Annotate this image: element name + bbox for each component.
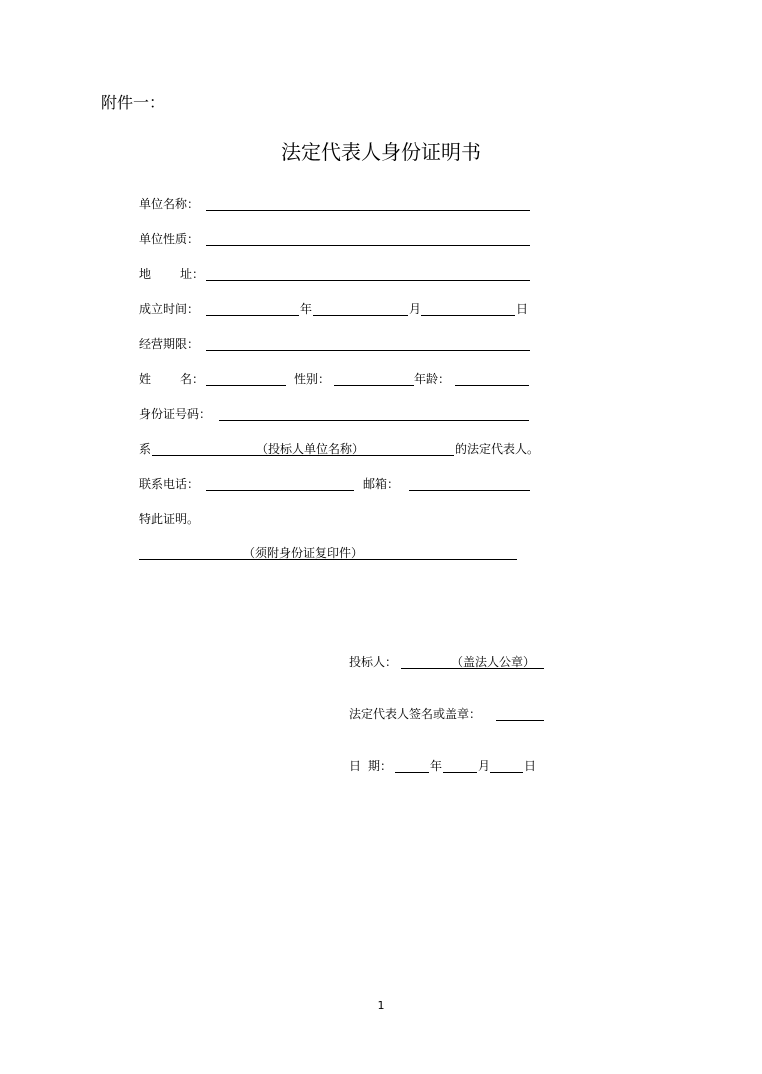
business-term-label: 经营期限： <box>139 337 200 351</box>
email-label: 邮箱： <box>363 477 400 491</box>
bidder-unit-name-hint: （投标人单位名称） <box>256 442 365 456</box>
established-month-line[interactable] <box>313 315 408 316</box>
bidder-label: 投标人： <box>349 655 398 669</box>
is-prefix: 系 <box>139 442 152 456</box>
email-line[interactable] <box>409 490 530 491</box>
phone-line[interactable] <box>206 490 354 491</box>
unit-name-line[interactable] <box>206 210 530 211</box>
unit-nature-label: 单位性质： <box>139 232 200 246</box>
established-label: 成立时间： <box>139 302 200 316</box>
gender-line[interactable] <box>334 385 414 386</box>
established-day-label: 日 <box>516 302 529 316</box>
hereby-certify: 特此证明。 <box>139 512 200 526</box>
age-line[interactable] <box>455 385 529 386</box>
legal-rep-suffix: 的法定代表人。 <box>455 442 540 456</box>
name-label-part1: 姓 <box>139 372 152 386</box>
document-title: 法定代表人身份证明书 <box>281 140 481 164</box>
address-label-part2: 址： <box>180 267 205 281</box>
established-day-line[interactable] <box>421 315 515 316</box>
id-copy-note: （须附身份证复印件） <box>243 546 364 560</box>
unit-name-label: 单位名称： <box>139 197 200 211</box>
unit-nature-line[interactable] <box>206 245 530 246</box>
date-month-label: 月 <box>478 759 491 773</box>
name-label-part2: 名： <box>180 372 205 386</box>
name-line[interactable] <box>206 385 286 386</box>
established-month-label: 月 <box>409 302 422 316</box>
page-number: 1 <box>377 999 385 1012</box>
legal-rep-sign-label: 法定代表人签名或盖章： <box>349 707 482 721</box>
bidder-seal-hint: （盖法人公章） <box>451 655 536 669</box>
phone-label: 联系电话： <box>139 477 200 491</box>
attachment-label: 附件一： <box>101 93 166 112</box>
established-year-label: 年 <box>300 302 313 316</box>
date-label-part2: 期： <box>368 759 393 773</box>
id-number-line[interactable] <box>219 420 529 421</box>
date-year-line[interactable] <box>395 772 429 773</box>
gender-label: 性别： <box>294 372 331 386</box>
legal-rep-sign-line[interactable] <box>496 720 544 721</box>
date-day-line[interactable] <box>490 772 523 773</box>
date-day-label: 日 <box>524 759 537 773</box>
id-number-label: 身份证号码： <box>139 407 212 421</box>
address-label-part1: 地 <box>139 267 152 281</box>
age-label: 年龄： <box>414 372 451 386</box>
established-year-line[interactable] <box>206 315 299 316</box>
date-year-label: 年 <box>430 759 443 773</box>
date-month-line[interactable] <box>443 772 477 773</box>
business-term-line[interactable] <box>206 350 530 351</box>
date-label-part1: 日 <box>349 759 362 773</box>
address-line[interactable] <box>206 280 530 281</box>
